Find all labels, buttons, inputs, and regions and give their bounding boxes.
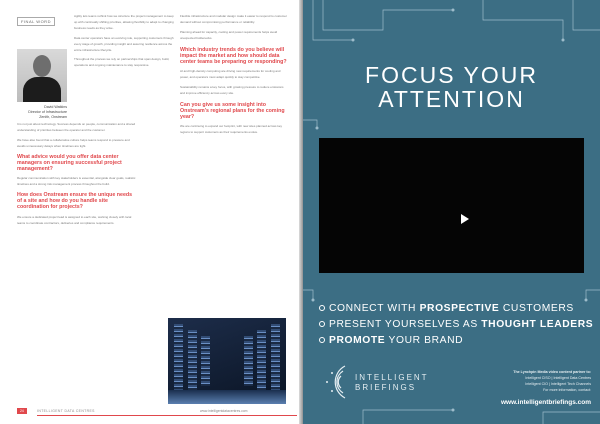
right-page-advert xyxy=(303,0,600,424)
body-paragraph: AI and high-density computing are driving new requirements for cooling and power, and operators must adapt quickly to stay competitive. xyxy=(180,69,281,80)
partner-info xyxy=(451,369,591,393)
question-heading: Can you give us some insight into Onstream's regional plans for the coming year? xyxy=(180,101,285,121)
bullet-bold: PROSPECTIVE xyxy=(419,303,500,314)
benefit-bullet xyxy=(329,335,463,346)
body-paragraph: We have also found that a collaborative culture helps teams respond to pressure and avoids unnecessary delays when timelines are tight. xyxy=(17,137,130,148)
question-heading: What advice would you offer data center managers on ensuring successful project management? xyxy=(17,153,122,173)
server-rack xyxy=(244,336,253,386)
footer-rule xyxy=(37,415,297,416)
body-paragraph: Throughout the process we rely on partnerships that span design, build, operations and ongoing maintenance to stay responsive. xyxy=(74,57,170,68)
section-tag: FINAL WORD xyxy=(17,17,55,26)
portrait-photo xyxy=(17,49,67,102)
bullet-prefix: CONNECT WITH xyxy=(329,303,420,314)
question-heading: How does Onstream ensure the unique needs of a site and how do you handle site coordination for projects? xyxy=(17,192,133,211)
bullet-bold: PROMOTE xyxy=(329,335,386,346)
caption-name: David Watkins xyxy=(44,105,67,109)
caption-role: Director of Infrastructure xyxy=(28,110,67,114)
footer-publication: INTELLIGENT DATA CENTRES xyxy=(37,409,95,413)
body-paragraph: It is not just about technology. Success depends on people, communication and a shared understanding of priorities between the operator and the customer. xyxy=(17,122,136,132)
body-paragraph: We ensure a dedicated project lead is assigned to each site, working closely with local teams to coordinate contractors, deliveries and compliance requirements. xyxy=(17,214,132,225)
server-rack xyxy=(174,324,183,398)
server-rack xyxy=(257,330,266,392)
server-rack xyxy=(271,324,280,398)
server-rack xyxy=(201,336,210,386)
video-player[interactable] xyxy=(319,138,584,273)
server-room-photo xyxy=(168,318,286,404)
portrait-body xyxy=(23,77,61,102)
caption-company: Zenith, Onstream xyxy=(39,115,67,119)
bullet-prefix: PRESENT YOURSELVES AS xyxy=(329,319,482,330)
portrait-caption xyxy=(17,105,67,120)
brand-name-line-2: BRIEFINGS xyxy=(355,383,417,392)
body-paragraph: Flexible infrastructure and modular design make it easier to respond to customer demand without compromising performance or reliability. xyxy=(180,14,287,24)
column-2 xyxy=(180,14,288,140)
info-heading: The Lynchpin Media video content partner to: xyxy=(513,370,591,374)
bullet-bold: THOUGHT LEADERS xyxy=(481,319,594,330)
bullet-dot-icon xyxy=(319,337,325,343)
body-paragraph: Sustainability remains a key focus, with growing pressure to reduce emissions and improve efficiency across every site. xyxy=(180,85,284,95)
headline-line-1: FOCUS YOUR xyxy=(365,62,538,88)
page-number: 24 xyxy=(17,408,27,414)
portrait-head xyxy=(33,55,51,77)
bullet-dot-icon xyxy=(319,305,325,311)
body-paragraph: Regular communication with key stakeholders is essential, alongside clear goals, realistic timelines and a strong risk management process throughout the build. xyxy=(17,176,136,187)
info-line: Intelligent CISO | Intelligent Data Centres xyxy=(525,376,591,380)
column-1-bottom xyxy=(17,122,137,230)
body-paragraph: Data center operators have an evolving role, supporting customers through every stage of growth, providing insight and assuring resilience across the entire infrastructure lifecycle. xyxy=(74,35,174,52)
headline-line-2: ATTENTION xyxy=(378,86,525,112)
website-link[interactable]: www.intelligentbriefings.com xyxy=(500,399,591,406)
benefit-bullet xyxy=(329,319,593,330)
body-paragraph: We are continuing to expand our footprint, with new sites planned across key regions to support customers as their requirements evolve. xyxy=(180,124,283,135)
server-room-floor xyxy=(168,390,286,404)
question-heading: Which industry trends do you believe will impact the market and how should data center teams be preparing or responding? xyxy=(180,46,287,66)
play-icon[interactable] xyxy=(461,214,469,224)
footer-url: www.intelligentdatacentres.com xyxy=(200,409,248,413)
info-line: Intelligent CIO | Intelligent Tech Channels xyxy=(525,382,591,386)
bullet-suffix: CUSTOMERS xyxy=(499,303,574,314)
server-rack xyxy=(188,330,197,392)
column-1-top xyxy=(74,14,174,73)
brand-name-line-1: INTELLIGENT xyxy=(355,373,429,382)
body-paragraph: Planning ahead for capacity, cooling and power requirements helps avoid unexpected bottlenecks. xyxy=(180,29,278,40)
intelligent-briefings-logo-icon xyxy=(323,362,347,402)
bullet-dot-icon xyxy=(319,321,325,327)
benefit-bullet xyxy=(329,303,574,314)
bullet-suffix: YOUR BRAND xyxy=(385,335,464,346)
body-paragraph: Agility lets teams rethink how we structure the project management to keep up with continually shifting priorities, allowing flexibility to adapt to changing business needs as they arise. xyxy=(74,14,174,30)
info-line: For more information, contact: xyxy=(543,388,591,392)
